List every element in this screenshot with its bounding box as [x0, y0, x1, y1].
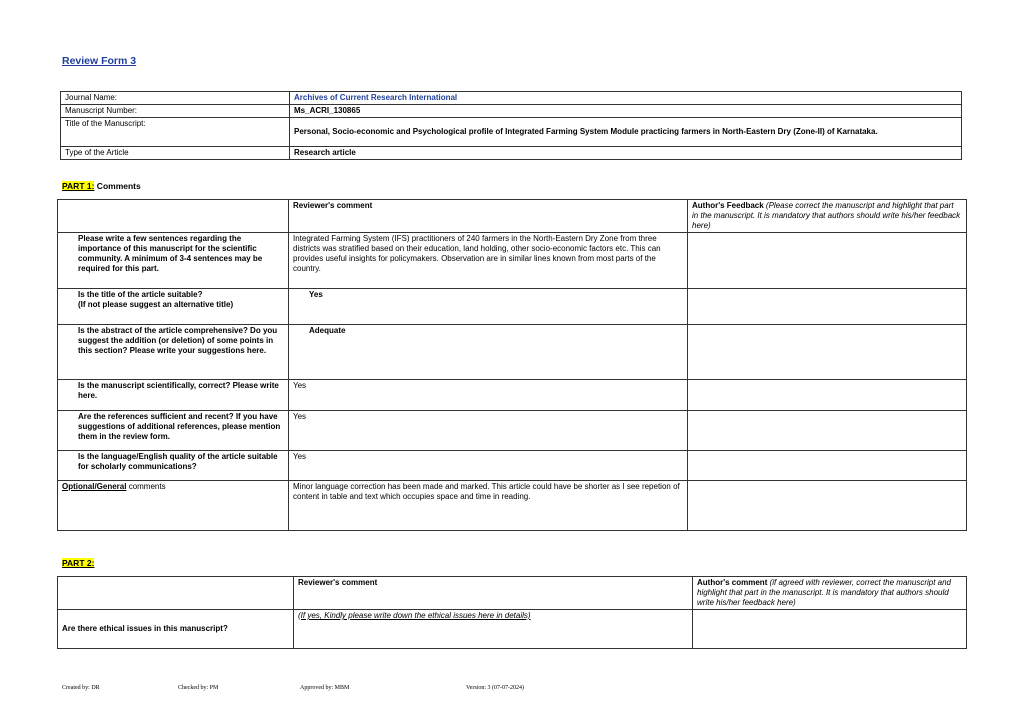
reviewer-comment-optional: Minor language correction has been made and marked. This article could have be shorter as I see repetion of content in table and text which occupies space and time in reading. — [289, 481, 688, 531]
author-feedback-cell[interactable] — [688, 325, 967, 380]
part1-label: PART 1: — [62, 181, 95, 191]
part2-author-header-bold: Author's comment — [697, 578, 768, 587]
optional-label: Optional/General — [62, 482, 127, 491]
author-feedback-cell[interactable] — [688, 289, 967, 325]
author-feedback-cell[interactable] — [688, 451, 967, 481]
reviewer-comment-references: Yes — [289, 411, 688, 451]
author-feedback-cell[interactable] — [688, 411, 967, 451]
table-row — [58, 380, 967, 411]
part1-label-rest: Comments — [94, 181, 141, 191]
question-title-suitable: Is the title of the article suitable? (If not please suggest an alternative title) — [58, 289, 289, 325]
question-importance: Please write a few sentences regarding the importance of this manuscript for the scientific community. A minimum of 3-4 sentences may be required for this part. — [58, 233, 289, 289]
optional-comments-label — [58, 481, 289, 531]
part1-author-header-note: (Please correct the manuscript and highlight that part in the manuscript. It is mandatory that authors should write his/her feedback here) — [692, 201, 961, 230]
reviewer-comment-importance: Integrated Farming System (IFS) practitioners of 240 farmers in the North-Eastern Dry Zone from three districts was stratified based on their education, land holding, other socio-economic factors etc. This can provides useful insights for policymakers. Observation are in similar lines known from most parts of the country. — [289, 233, 688, 289]
question-language: Is the language/English quality of the article suitable for scholarly communications? — [58, 451, 289, 481]
author-feedback-cell[interactable] — [688, 233, 967, 289]
part2-empty-header — [58, 577, 294, 610]
part1-empty-header — [58, 200, 289, 233]
part2-heading — [62, 558, 94, 568]
manuscript-number-value: Ms_ACRI_130865 — [290, 105, 962, 118]
reviewer-comment-language: Yes — [289, 451, 688, 481]
ethical-hint: (If yes, Kindly please write down the ethical issues here in details) — [294, 610, 693, 649]
author-feedback-cell[interactable] — [688, 481, 967, 531]
manuscript-number-label: Manuscript Number: — [61, 105, 290, 118]
table-row — [58, 233, 967, 289]
article-type-value: Research article — [290, 147, 962, 160]
manuscript-title-label: Title of the Manuscript: — [61, 118, 290, 147]
journal-label: Journal Name: — [61, 92, 290, 105]
question-abstract: Is the abstract of the article comprehensive? Do you suggest the addition (or deletion) of some points in this section? Please write your suggestions here. — [58, 325, 289, 380]
footer-version: Version: 3 (07-07-2024) — [466, 685, 524, 691]
reviewer-comment-scientific: Yes — [289, 380, 688, 411]
optional-label-rest: comments — [126, 482, 166, 491]
question-scientific: Is the manuscript scientifically, correct? Please write here. — [58, 380, 289, 411]
part2-label: PART 2: — [62, 558, 95, 568]
question-ethical: Are there ethical issues in this manuscript? — [58, 610, 294, 649]
part1-reviewer-header: Reviewer's comment — [289, 200, 688, 233]
part2-comments-table — [57, 576, 967, 649]
part1-heading — [62, 181, 141, 191]
author-comment-cell[interactable] — [693, 610, 967, 649]
reviewer-comment-title: Yes — [289, 289, 688, 325]
manuscript-title-value: Personal, Socio-economic and Psychological profile of Integrated Farming System Module practicing farmers in North-Eastern Dry (Zone-II) of Karnataka. — [290, 118, 962, 147]
part1-author-header-bold: Author's Feedback — [692, 201, 764, 210]
table-row — [58, 289, 967, 325]
author-feedback-cell[interactable] — [688, 380, 967, 411]
reviewer-comment-abstract: Adequate — [289, 325, 688, 380]
table-row — [58, 610, 967, 649]
table-row — [58, 325, 967, 380]
article-type-label: Type of the Article — [61, 147, 290, 160]
part2-reviewer-header: Reviewer's comment — [294, 577, 693, 610]
question-references: Are the references sufficient and recent? If you have suggestions of additional references, please mention them in the review form. — [58, 411, 289, 451]
part1-comments-table — [57, 199, 967, 531]
footer-approved: Approved by: MBM — [300, 685, 350, 691]
form-title: Review Form 3 — [62, 55, 137, 67]
footer-created: Created by: DR — [62, 685, 100, 691]
table-row — [58, 481, 967, 531]
part2-author-header-note: (if agreed with reviewer, correct the manuscript and highlight that part in the manuscript. It is mandatory that authors should write his/her feedback here) — [697, 578, 951, 607]
journal-value: Archives of Current Research International — [290, 92, 962, 105]
footer-checked: Checked by: PM — [178, 685, 219, 691]
manuscript-info-table — [60, 91, 962, 160]
table-row — [58, 411, 967, 451]
part2-author-header — [693, 577, 967, 610]
table-row — [58, 451, 967, 481]
part1-author-header — [688, 200, 967, 233]
